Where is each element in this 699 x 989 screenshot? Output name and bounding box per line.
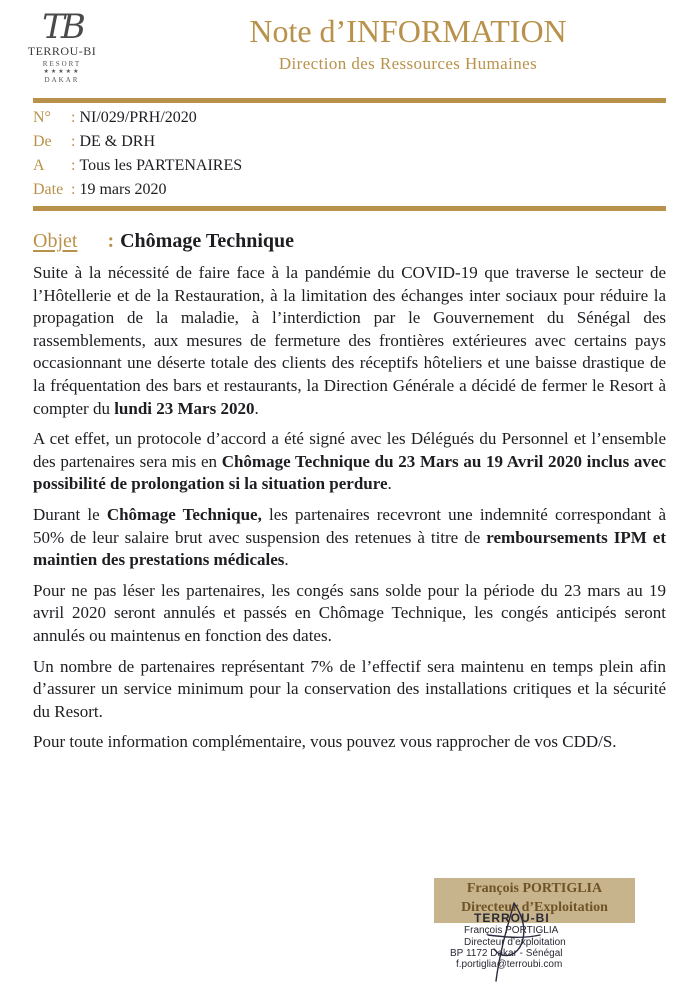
meta-label: A — [33, 157, 45, 174]
seal-email: f.portiglia@terroubi.com — [456, 959, 563, 970]
text-span: A cet effet, un protocole d’accord a été signé avec les Délégués du Personnel et l’ensemble des partenaires sera mis en — [33, 429, 666, 471]
emphasis-benefits: remboursements IPM et maintien des prestations médicales — [33, 527, 666, 570]
text-span: les partenaires recevront une indemnité correspondant à 50% de leur salaire brut avec suspension des retenues à titre de — [33, 504, 666, 547]
text-span: . — [387, 474, 392, 494]
header-divider — [33, 98, 666, 103]
logo-monogram: TB — [42, 7, 82, 47]
meta-row-date — [33, 178, 242, 202]
logo-city: DAKAR — [44, 76, 80, 84]
text-span: Suite à la nécessité de faire face à la pandémie du COVID-19 que traverse le secteur de l’Hôtellerie et de la Restauration, à la limitation des échanges inter sociaux pour réduire la propagation de la maladie, à l’interdiction par le Gouvernement du Sénégal des rassemblements, aux mesures de fermeture des frontières extérieures avec certains pays occasionnant une déserte totale des clients des réceptifs hôteliers et une baisse drastique de la fréquentation des bars et restaurants, la Direction Générale a décidé de fermer le Resort à compter du — [33, 263, 666, 418]
meta-label: Date — [33, 181, 64, 198]
meta-colon: : — [71, 181, 76, 198]
technical-unemployment-period: Chômage Technique du 23 Mars au 19 Avril 2020 inclus avec possibilité de prolongation si la situation perdure — [33, 451, 666, 494]
memo-body — [33, 262, 666, 754]
text-span: . — [254, 398, 259, 418]
document-subtitle: Direction des Ressources Humaines — [278, 54, 538, 73]
subject-label: Objet — [33, 230, 78, 252]
logo-resort: RESORT — [42, 60, 82, 68]
paragraph-contact: Pour toute information complémentaire, vous pouvez vous rapprocher de vos CDD/S. — [33, 732, 617, 752]
meta-row-to — [33, 154, 242, 178]
paragraph-protocol — [33, 428, 666, 496]
seal-name: François PORTIGLIA — [464, 925, 559, 936]
paragraph-indemnity — [33, 504, 666, 572]
emphasis-term: Chômage Technique, — [106, 504, 262, 524]
document-title: Note d’INFORMATION — [249, 13, 567, 49]
signatory-role: Directeur d’Exploitation — [461, 900, 608, 915]
text-span: Durant le — [33, 504, 107, 524]
meta-value: 19 mars 2020 — [79, 181, 167, 198]
meta-colon: : — [71, 109, 76, 126]
meta-colon: : — [71, 133, 76, 150]
signatory-name: François PORTIGLIA — [466, 881, 603, 896]
meta-value: Tous les PARTENAIRES — [79, 157, 243, 174]
meta-row-from — [33, 130, 242, 154]
text-span: . — [284, 550, 289, 570]
seal-address: BP 1172 Dakar - Sénégal — [450, 948, 563, 959]
subject-value: Chômage Technique — [120, 230, 295, 252]
meta-row-number — [33, 106, 242, 130]
logo-name: TERROU-BI — [27, 44, 97, 58]
meta-value: NI/029/PRH/2020 — [79, 109, 197, 126]
meta-value: DE & DRH — [79, 133, 156, 150]
memo-meta — [33, 106, 242, 202]
subject-colon: : — [107, 230, 115, 252]
meta-label: De — [33, 133, 52, 150]
paragraph-staff: Un nombre de partenaires représentant 7% de l’effectif sera maintenu en temps plein afin d’assurer un service minimum pour la conservation des installations critiques et la sécurité du Resort. — [33, 656, 666, 721]
subject-line — [33, 228, 294, 254]
company-logo — [12, 8, 112, 84]
seal-role: Directeur d’exploitation — [464, 937, 566, 948]
paragraph-closure — [33, 262, 666, 420]
closure-date: lundi 23 Mars 2020 — [114, 398, 255, 418]
meta-colon: : — [71, 157, 76, 174]
meta-label: N° — [33, 109, 51, 126]
logo-stars: ★★★★★ — [43, 69, 81, 75]
paragraph-leave: Pour ne pas léser les partenaires, les congés sans solde pour la période du 23 mars au 19 avril 2020 seront annulés et passés en Chômage Technique, les congés anticipés seront annulés ou maintenus en fonction des dates. — [33, 580, 666, 645]
seal-company: TERROU-BI — [474, 911, 550, 925]
handwritten-signature — [470, 895, 550, 985]
meta-divider — [33, 206, 666, 211]
